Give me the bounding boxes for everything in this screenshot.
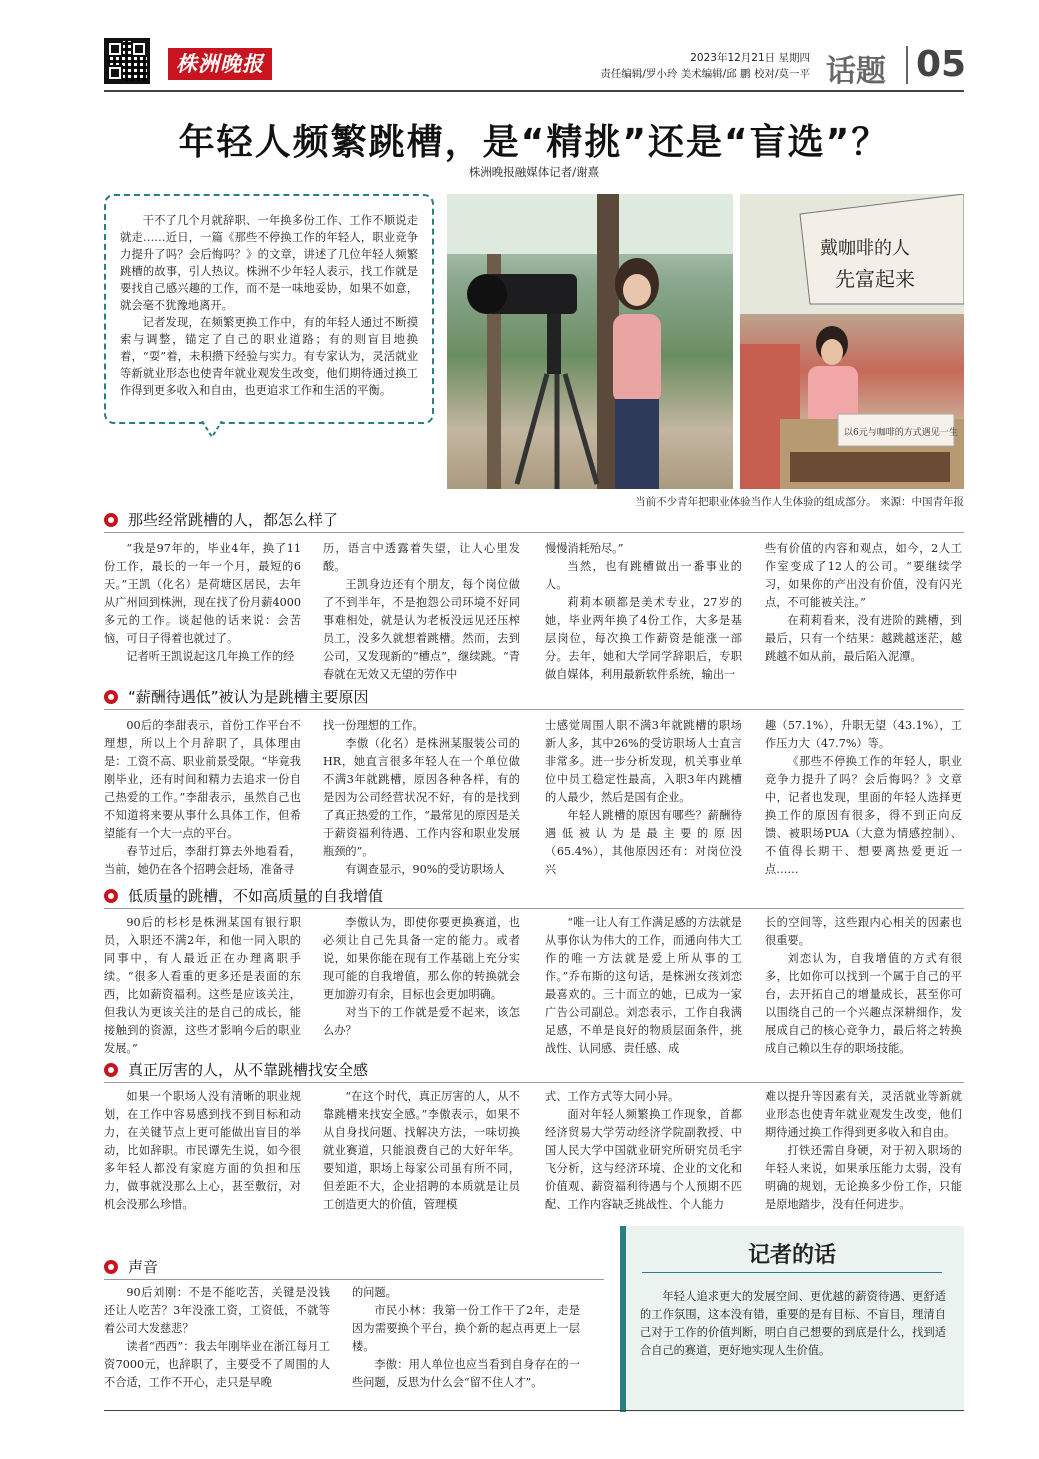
text-column — [765, 1088, 962, 1214]
reporter-note-rule — [642, 1272, 942, 1273]
paragraph: 慢慢消耗殆尽。” — [545, 542, 624, 555]
masthead-logo: 株洲晚报 — [168, 48, 272, 80]
qr-code[interactable] — [104, 38, 150, 84]
paragraph: 市民小林：我第一份工作干了2年，走是因为需要换个平台，换个新的起点再更上一层楼。 — [352, 1304, 580, 1353]
headline: 年轻人频繁跳槽，是“精挑”还是“盲选”？ — [178, 122, 890, 163]
bullet-icon — [104, 513, 118, 527]
paragraph: 春节过后，李甜打算去外地看看，当前，她仍在各个招聘会赶场，准备寻 — [104, 845, 301, 876]
text-column — [765, 914, 962, 1058]
paragraph: “我是97年的，毕业4年，换了11份工作，最长的一年一个月，最短的6天。”王凯（化名）是荷塘区居民，去年从广州回到株洲，现在找了份月薪4000多元的工作。谈起他的话来说：会苦恼，可日子得着也就过了。 — [104, 542, 301, 645]
text-column — [104, 540, 301, 666]
paragraph: 对当下的工作就是爱不起来，该怎么办？ — [323, 1006, 520, 1037]
text-column — [323, 540, 520, 684]
text-column — [545, 717, 742, 879]
section-heading — [104, 509, 338, 530]
paragraph: 90后刘刚：不是不能吃苦，关键是没钱还让人吃苦？3年没涨工资，工资低，不就等着公司大发慈悲？ — [104, 1286, 330, 1335]
section-title: 那些经常跳槽的人，都怎么样了 — [128, 511, 339, 529]
paragraph: 年轻人追求更大的发展空间、更优越的薪资待遇、更舒适的工作氛围，这本没有错，重要的是有目标、不盲目，理清自己对于工作的价值判断，明白自己想要的到底是什么，找到适合自己的赛道，更好地实现人生价值。 — [640, 1290, 946, 1357]
bullet-icon — [104, 690, 118, 704]
paragraph: 趣（57.1%），升职无望（43.1%），工作压力大（47.7%）等。 — [765, 719, 962, 750]
issue-date: 2023年12月21日 星期四 — [690, 52, 810, 64]
paragraph: “在这个时代，真正厉害的人，从不靠跳槽来找安全感。”李傲表示，如果不从自身找问题、找解决方法，一味切换就业赛道，只能浪费自己的大好年华。要知道，职场上每家公司虽有所不同，但差距不大，企业招聘的本质就是让员工创造更大的价值，管理模 — [323, 1090, 520, 1211]
bullet-icon — [104, 1063, 118, 1077]
text-column — [765, 717, 962, 879]
text-column — [104, 1284, 330, 1392]
paragraph: 读者“西西”：我去年刚毕业在浙江每月工资7000元，也辞职了，主要受不了周围的人不合适，工作不开心，走只是早晚 — [104, 1340, 330, 1389]
text-column — [323, 717, 520, 879]
paragraph: 如果一个职场人没有清晰的职业规划，在工作中容易感到找不到目标和动力，在关键节点上更可能做出盲目的举动，比如辞职。市民谭先生说，如今很多年轻人都没有家庭方面的负担和压力，做事就没那么上心，甚至敷衍，对机会没那么珍惜。 — [104, 1090, 301, 1211]
paragraph: 记者听王凯说起这几年换工作的经 — [126, 650, 295, 663]
section-title: 声音 — [128, 1258, 159, 1276]
paragraph: 打铁还需自身硬，对于初入职场的年轻人来说，如果承压能力太弱，没有明确的规划，无论换多少份工作，只能是原地踏步，没有任何进步。 — [765, 1144, 962, 1211]
paragraph: 莉莉本硕都是美术专业，27岁的她，毕业两年换了4份工作，大多是基层岗位，每次换工作薪资是能涨一部分。去年，她和大学同学辞职后，专职做自媒体，利用最新软件系统，输出一 — [545, 596, 742, 681]
paragraph: 士感觉周围人职不满3年就跳槽的职场新人多，其中26%的受访职场人士直言非常多。进一步分析发现，机关事业单位中员工稳定性最高，入职3年内跳槽的人最少，然后是国有企业。 — [545, 719, 742, 804]
section-rule — [104, 1279, 604, 1280]
text-column — [545, 914, 742, 1058]
paragraph: 李傲认为，即使你要更换赛道，也必须让自己先具备一定的能力。或者说，如果你能在现有工作基础上充分实现可能的自我增值，那么你的转换就会更加游刃有余，目标也会更加明确。 — [323, 916, 520, 1001]
paragraph: 历，语言中透露着失望，让人心里发酸。 — [323, 542, 520, 573]
paragraph: 面对年轻人频繁换工作现象，首都经济贸易大学劳动经济学院副教授、中国人民大学中国就业研究所研究员毛宇飞分析，这与经济环境、企业的文化和价值观、薪资福利待遇与个人预期不匹配、工作内容缺乏挑战性、个人能力 — [545, 1108, 742, 1211]
text-column — [104, 717, 301, 879]
section-rule — [104, 532, 964, 533]
intro-paragraph: 干不了几个月就辞职、一年换多份工作、工作不顺说走就走……近日，一篇《那些不停换工作的年轻人，职业竞争力提升了吗？会后悔吗？》的文章，讲述了几位年轻人频繁跳槽的故事，引人热议。株洲不少年轻人表示，找工作就是要找自己感兴趣的工作，而不是一味地妥协，如果不如意，就会毫不犹豫地离开。 — [120, 214, 418, 312]
byline: 株洲晚报融媒体记者/谢熹 — [468, 165, 600, 179]
paragraph: 刘恋认为，自我增值的方式有很多，比如你可以找到一个属于自己的平台，去开拓自己的增量成长，甚至你可以围绕自己的一个兴趣点深耕细作，发展成自己的核心竞争力，最后将之转换成自己赖以生存的职场技能。 — [765, 952, 962, 1055]
text-column — [765, 540, 962, 666]
text-column — [323, 914, 520, 1040]
section-title: “薪酬待遇低”被认为是跳槽主要原因 — [128, 688, 369, 706]
paragraph: 00后的李甜表示，首份工作平台不理想，所以上个月辞职了，具体理由是：工资不高、职业前景受限。“毕竟我刚毕业，还有时间和精力去追求一份自己热爱的工作。”李甜表示，虽然自己也不知道将来要从事什么具体工作，但希望能有一个大一点的平台。 — [104, 719, 301, 840]
section-label: 话题 — [826, 54, 886, 89]
bullet-icon — [104, 889, 118, 903]
paragraph: 在莉莉看来，没有进阶的跳槽，到最后，只有一个结果：越跳越迷茫，越跳越不如从前，最后陷入泥潭。 — [765, 614, 962, 663]
text-column — [352, 1284, 580, 1392]
text-column — [323, 1088, 520, 1214]
section-rule — [104, 908, 964, 909]
paragraph: 难以提升等因素有关，灵活就业等新就业形态也使青年就业观发生改变，他们期待通过换工作得到更多收入和自由。 — [765, 1090, 962, 1139]
speech-tail — [200, 421, 224, 439]
paragraph: 李傲（化名）是株洲某服装公司的HR，她直言很多年轻人在一个单位做不满3年就跳槽，原因各种各样，有的是因为公司经营状况不好，有的是找到了真正热爱的工作，“最常见的原因是关于薪资福利待遇、工作内容和职业发展瓶颈的”。 — [323, 737, 520, 858]
header-divider — [906, 46, 908, 84]
section-title: 真正厉害的人，从不靠跳槽找安全感 — [128, 1061, 369, 1079]
paragraph: 90后的杉杉是株洲某国有银行职员，入职还不满2年，和他一同入职的同事中，有人最近正在办理离职手续。“很多人看重的更多还是表面的东西，比如薪资福利。这些是应该关注，但我认为更该关注的是自己的成长，能接触到的资源，这些才影响今后的职业发展。” — [104, 916, 301, 1055]
paragraph: 年轻人跳槽的原因有哪些？薪酬待遇低被认为是最主要的原因（65.4%），其他原因还有：对岗位没兴 — [545, 809, 742, 876]
paragraph: 些有价值的内容和观点，如今，2人工作室变成了12人的公司。“要继续学习，如果你的产出没有价值，没有闪光点，不可能被关注。” — [765, 542, 962, 609]
paragraph: 《那些不停换工作的年轻人，职业竞争力提升了吗？会后悔吗？》文章中，记者也发现，里面的年轻人选择更换工作的原因有很多，得不到正向反馈、被职场PUA（大意为情感控制）、不值得长期干、想要离热爱更近一点…… — [765, 755, 962, 876]
section-title: 低质量的跳槽，不如高质量的自我增值 — [128, 887, 384, 905]
section-heading — [104, 1059, 368, 1080]
paragraph: 有调查显示，90%的受访职场人 — [345, 863, 505, 876]
section-rule — [104, 709, 964, 710]
text-column — [104, 1088, 301, 1214]
section-heading — [104, 885, 383, 906]
paragraph: 当然，也有跳槽做出一番事业的人。 — [545, 560, 742, 591]
paragraph: 长的空间等，这些跟内心相关的因素也很重要。 — [765, 916, 962, 947]
text-column — [104, 914, 301, 1058]
section-rule — [104, 1082, 964, 1083]
paragraph: 式、工作方式等大同小异。 — [545, 1090, 680, 1103]
sign-text: 以6元与咖啡的方式遇见一生 — [844, 428, 958, 438]
bullet-icon — [104, 1260, 118, 1274]
reporter-note-text — [640, 1288, 946, 1360]
text-column — [545, 540, 742, 684]
banner-text-line1: 戴咖啡的人 — [820, 238, 910, 259]
paragraph: 王凯身边还有个朋友，每个岗位做了不到半年，不是抱怨公司环境不好同事难相处，就是认为老板没远见还压榨员工，没多久就想着跳槽。然而，去到公司，又发现新的“槽点”，继续跳。“青春就在无效又无望的劳作中 — [323, 578, 520, 681]
paragraph: “唯一让人有工作满足感的方法就是从事你认为伟大的工作，而通向伟大工作的唯一方法就是爱上所从事的工作。”乔布斯的这句话，是株洲女孩刘恋最喜欢的。三十而立的她，已成为一家广告公司副总。刘恋表示，工作自我满足感，不单是良好的物质层面条件，挑战性、认同感、责任感、成 — [545, 916, 742, 1055]
intro-box — [104, 194, 434, 424]
photo-coffee-stall — [740, 194, 964, 489]
paragraph: 的问题。 — [352, 1286, 397, 1299]
section-heading — [104, 1256, 158, 1277]
reporter-note-title: 记者的话 — [747, 1242, 836, 1268]
text-column — [545, 1088, 742, 1214]
section-heading — [104, 686, 369, 707]
paragraph: 李傲：用人单位也应当看到自身存在的一些问题，反思为什么会“留不住人才”。 — [352, 1358, 580, 1389]
photo-camera-operator — [447, 194, 733, 489]
header-rule — [104, 90, 964, 92]
paragraph: 找一份理想的工作。 — [323, 719, 424, 732]
editor-credits: 责任编辑/罗小玲 美术编辑/邱 鹏 校对/莫一平 — [600, 68, 810, 80]
footer-rule — [104, 1410, 964, 1411]
intro-paragraph: 记者发现，在频繁更换工作中，有的年轻人通过不断摸索与调整，锚定了自己的职业道路；有的则盲目地换着，“耍”着，未积攒下经验与实力。有专家认为，灵活就业等新就业形态也使青年就业观发生改变，他们期待通过换工作得到更多收入和自由，也更追求工作和生活的平衡。 — [120, 316, 418, 397]
page-number: 05 — [916, 44, 967, 85]
banner-text-line2: 先富起来 — [835, 267, 915, 291]
photo-caption: 当前不少青年把职业体验当作人生体验的组成部分。 来源：中国青年报 — [635, 496, 964, 508]
